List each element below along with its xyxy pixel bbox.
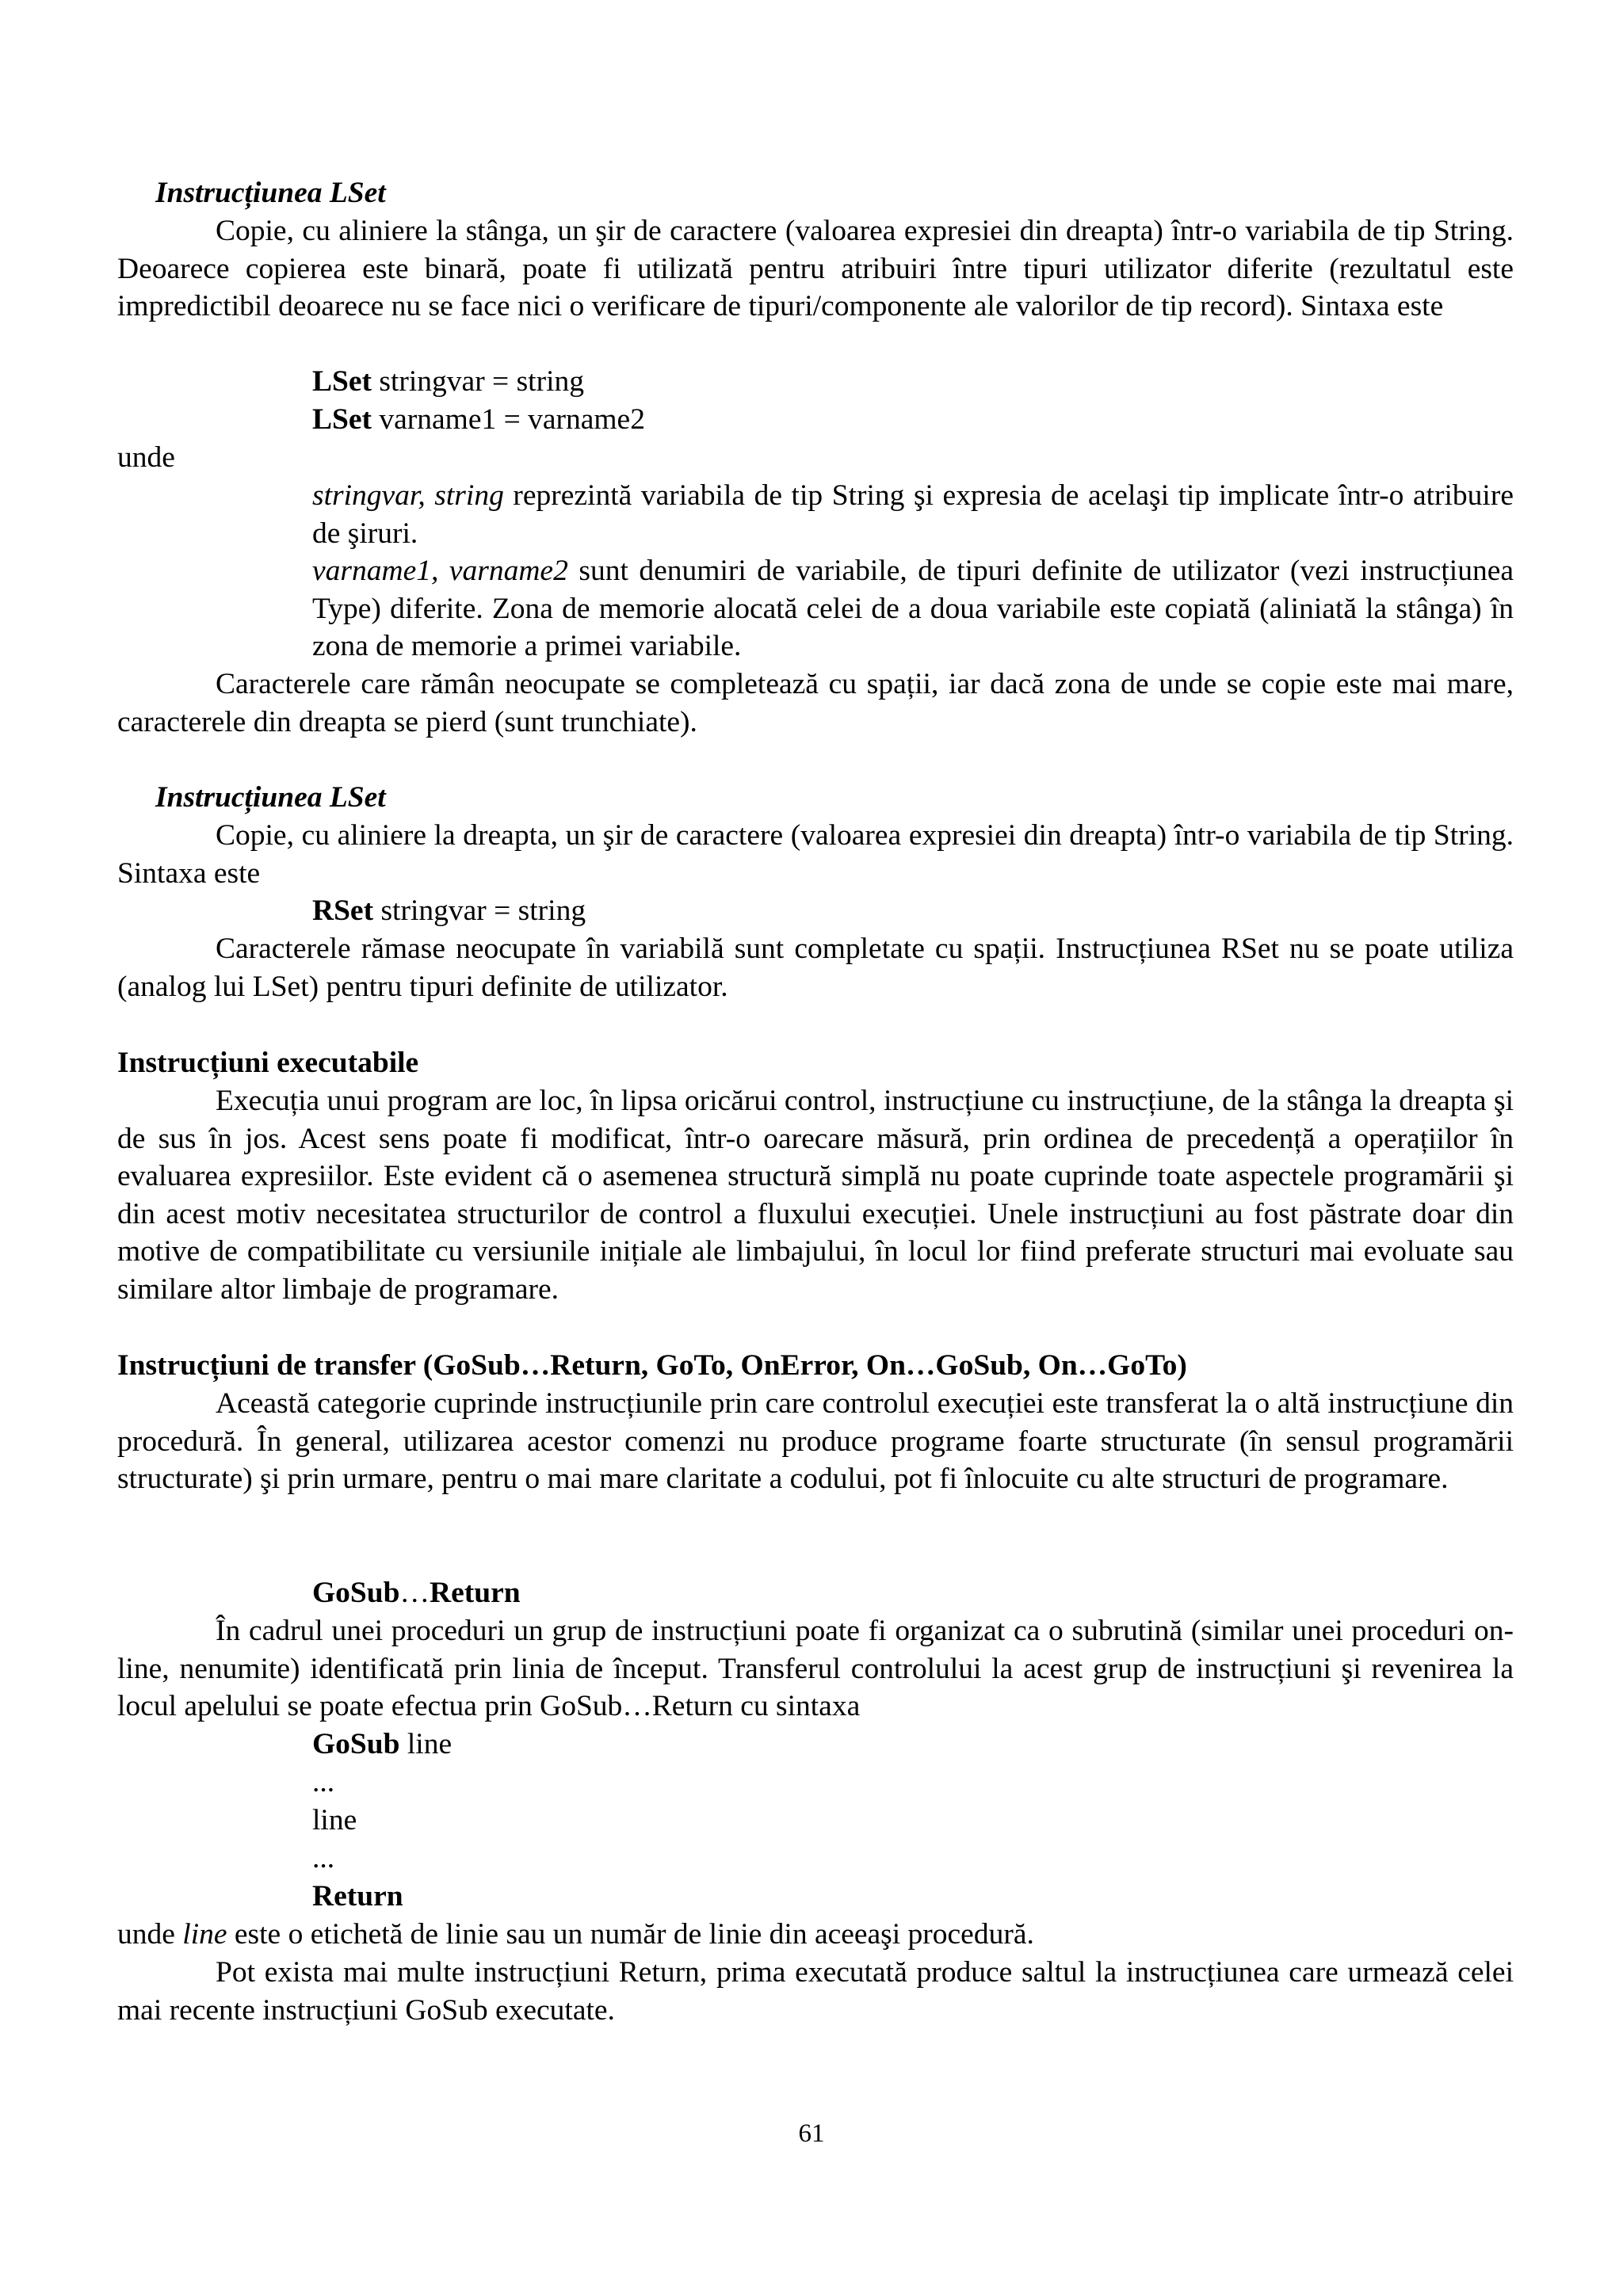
code-line-ellipsis-1: ... <box>312 1766 335 1798</box>
paragraph-transfer: Această categorie cuprinde instrucțiunile prin care controlul execuției este transferat la o altă instrucțiune din procedură. În general, utilizarea acestor comenzi nu produce programe foarte structurate (în sensul programării structurate) şi prin urmare, pentru o mai mare claritate a codului, pot fi înlocuite cu alte structuri de programare. <box>117 1387 1514 1495</box>
keyword: GoSub <box>312 1728 400 1760</box>
label-unde: unde <box>117 441 175 474</box>
code-line-ellipsis-2: ... <box>312 1842 335 1875</box>
page-number: 61 <box>798 2119 825 2148</box>
paragraph-multiple-return: Pot exista mai multe instrucțiuni Return, prima executată produce saltul la instrucțiunea care urmează celei mai recente instrucțiuni GoSub executate. <box>117 1956 1514 2027</box>
paragraph-rset-padding: Caracterele rămase neocupate în variabilă sunt completate cu spații. Instrucțiunea RSet nu se poate utiliza (analog lui LSet) pentru tipuri definite de utilizator. <box>117 933 1514 1003</box>
code-line-gosub: GoSub line <box>312 1728 453 1760</box>
section-heading-rset: Instrucțiunea LSet <box>155 781 386 814</box>
section-heading-transfer: Instrucțiuni de transfer (GoSub…Return, GoTo, OnError, On…GoSub, On…GoTo) <box>117 1349 1187 1382</box>
paragraph-executabile: Execuția unui program are loc, în lipsa oricărui control, instrucțiune cu instrucțiune, de la stânga la dreapta şi de sus în jos. Acest sens poate fi modificat, într-o oarecare măsură, prin ordinea de precedență a operațiilor în evaluarea expresiilor. Este evident că o asemenea structură simplă nu poate cuprinde toate aspectele programării şi din acest motiv necesitatea structurilor de control a fluxului execuției. Unele instrucțiuni au fost păstrate doar din motive de compatibilitate cu versiunile inițiale ale limbajului, în locul lor fiind preferate structuri mai evoluate sau similare altor limbaje de programare. <box>117 1085 1514 1306</box>
paragraph-gosub: În cadrul unei proceduri un grup de instrucțiuni poate fi organizat ca o subrutină (similar unei proceduri on-line, nenumite) identificată prin linia de început. Transferul controlului la acest grup de instrucțiuni şi revenirea la locul apelului se poate efectua prin GoSub…Return cu sintaxa <box>117 1615 1514 1722</box>
keyword: LSet <box>312 403 372 436</box>
section-heading-lset: Instrucțiunea LSet <box>155 177 386 209</box>
code-line-return: Return <box>312 1880 403 1913</box>
keyword: RSet <box>312 894 374 927</box>
syntax-line-1: LSet stringvar = string <box>312 365 584 398</box>
code-line-label: line <box>312 1804 357 1836</box>
subheading-gosub-return: GoSub…Return <box>312 1577 521 1609</box>
paragraph-lset-description: Copie, cu aliniere la stânga, un şir de caractere (valoarea expresiei din dreapta) într-o variabila de tip String. Deoarece copierea este binară, poate fi utilizată pentru atribuiri între tipuri utilizator diferite (rezultatul este impredictibil deoarece nu se face nici o verificare de tipuri/componente ale valorilor de tip record). Sintaxa este <box>117 215 1514 322</box>
term: varname1, varname2 <box>312 555 568 587</box>
syntax-line-rset: RSet stringvar = string <box>312 894 586 927</box>
paragraph-line-definition: unde line este o etichetă de linie sau un număr de linie din aceeaşi procedură. <box>117 1918 1034 1951</box>
definition-varname: varname1, varname2 sunt denumiri de variabile, de tipuri definite de utilizator (vezi instrucțiunea Type) diferite. Zona de memorie alocată celei de a doua variabile este copiată (aliniată la stânga) în zona de memorie a primei variabile. <box>312 555 1514 662</box>
section-heading-executabile: Instrucțiuni executabile <box>117 1047 419 1079</box>
definition-stringvar: stringvar, string reprezintă variabila de tip String şi expresia de acelaşi tip implicate într-o atribuire de şiruri. <box>312 479 1514 550</box>
paragraph-lset-padding: Caracterele care rămân neocupate se completează cu spații, iar dacă zona de unde se copie este mai mare, caracterele din dreapta se pierd (sunt trunchiate). <box>117 668 1514 738</box>
paragraph-rset-description: Copie, cu aliniere la dreapta, un şir de caractere (valoarea expresiei din dreapta) într-o variabila de tip String. Sintaxa este <box>117 819 1514 890</box>
keyword: LSet <box>312 365 372 398</box>
term: stringvar, string <box>312 479 504 512</box>
term: line <box>182 1918 227 1951</box>
syntax-line-2: LSet varname1 = varname2 <box>312 403 645 436</box>
